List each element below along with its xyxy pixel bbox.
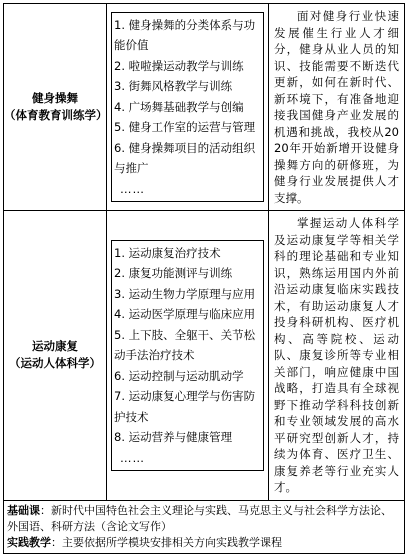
program-row-sports-rehab bbox=[4, 211, 405, 501]
course-item: 1. 健身操舞的分类体系与功能价值 bbox=[114, 17, 256, 53]
course-list-cell bbox=[107, 4, 269, 211]
program-direction: （体育教育训练学） bbox=[4, 108, 108, 122]
course-item: 7. 运动康复心理学与伤害防护技术 bbox=[114, 389, 256, 424]
course-item: 2. 啦啦操运动教学与训练 bbox=[114, 58, 244, 73]
practice-teaching-label: 实践教学 bbox=[7, 535, 51, 549]
program-description: 面对健身行业快速发展催生行业人才细分，健身从业人员的知识、技能需要不断迭代更新，如何在新时代、新环境下，有准备地迎接我国健身产业发展的机遇和挑战，我校从2020年开始新增开设健身操舞方向的研修班，为健身行业发展提供人才支撑。 bbox=[274, 9, 399, 205]
footer-cell bbox=[4, 500, 405, 553]
course-item: 6. 运动控制与运动肌动学 bbox=[114, 368, 244, 383]
course-list bbox=[111, 12, 264, 203]
program-row-fitness-dance bbox=[4, 4, 405, 211]
course-item: 5. 上下肢、全躯干、关节松动手法治疗技术 bbox=[114, 327, 256, 362]
course-ellipsis: …… bbox=[120, 181, 145, 196]
course-list-cell bbox=[107, 211, 269, 501]
course-item: 2. 康复功能测评与训练 bbox=[114, 266, 233, 280]
basic-courses-label: 基础课 bbox=[7, 503, 40, 517]
program-name: 运动康复 bbox=[32, 339, 78, 354]
course-item: 3. 运动生物力学原理与应用 bbox=[114, 286, 256, 301]
course-item: 4. 运动医学原理与临床应用 bbox=[114, 307, 256, 321]
description-cell bbox=[269, 4, 405, 211]
course-list bbox=[111, 240, 264, 472]
program-name-cell bbox=[4, 211, 107, 501]
course-item: 6. 健身操舞项目的活动组织与推广 bbox=[114, 140, 256, 176]
course-item: 4. 广场舞基础教学与创编 bbox=[114, 99, 244, 114]
practice-teaching-line bbox=[7, 535, 401, 551]
description-cell bbox=[269, 211, 405, 501]
course-item: 3. 街舞风格教学与训练 bbox=[114, 79, 233, 94]
basic-courses-text: ：新时代中国特色社会主义理论与实践、马克思主义与社会科学方法论、外国语、科研方法（含论文写作） bbox=[7, 503, 392, 533]
program-name: 健身操舞 bbox=[32, 91, 78, 105]
program-name-cell bbox=[4, 4, 107, 211]
course-ellipsis: …… bbox=[120, 450, 145, 465]
course-item: 1. 运动康复治疗技术 bbox=[114, 245, 221, 260]
program-direction: （运动人体科学） bbox=[9, 356, 101, 371]
course-item: 8. 运动营养与健康管理 bbox=[114, 430, 233, 444]
footer-row bbox=[4, 500, 405, 553]
program-description: 掌握运动人体科学及运动康复学等相关学科的理论基础和专业知识，熟练运用国内外前沿运动康复临床实践技术，有助运动康复人才投身科研机构、医疗机构、高等院校、运动队、康复诊所等专业相关部门，响应健康中国战略，打造具有全球视野下推动学科科技创新和专业领域发展的高水平研究型创新人才，持续为体育、医疗卫生、康复养老等行业充实人才。 bbox=[274, 216, 399, 494]
practice-teaching-text: ：主要依据所学模块安排相关方向实践教学课程 bbox=[51, 535, 282, 549]
course-item: 5. 健身工作室的运营与管理 bbox=[114, 120, 256, 135]
curriculum-table bbox=[3, 3, 405, 554]
